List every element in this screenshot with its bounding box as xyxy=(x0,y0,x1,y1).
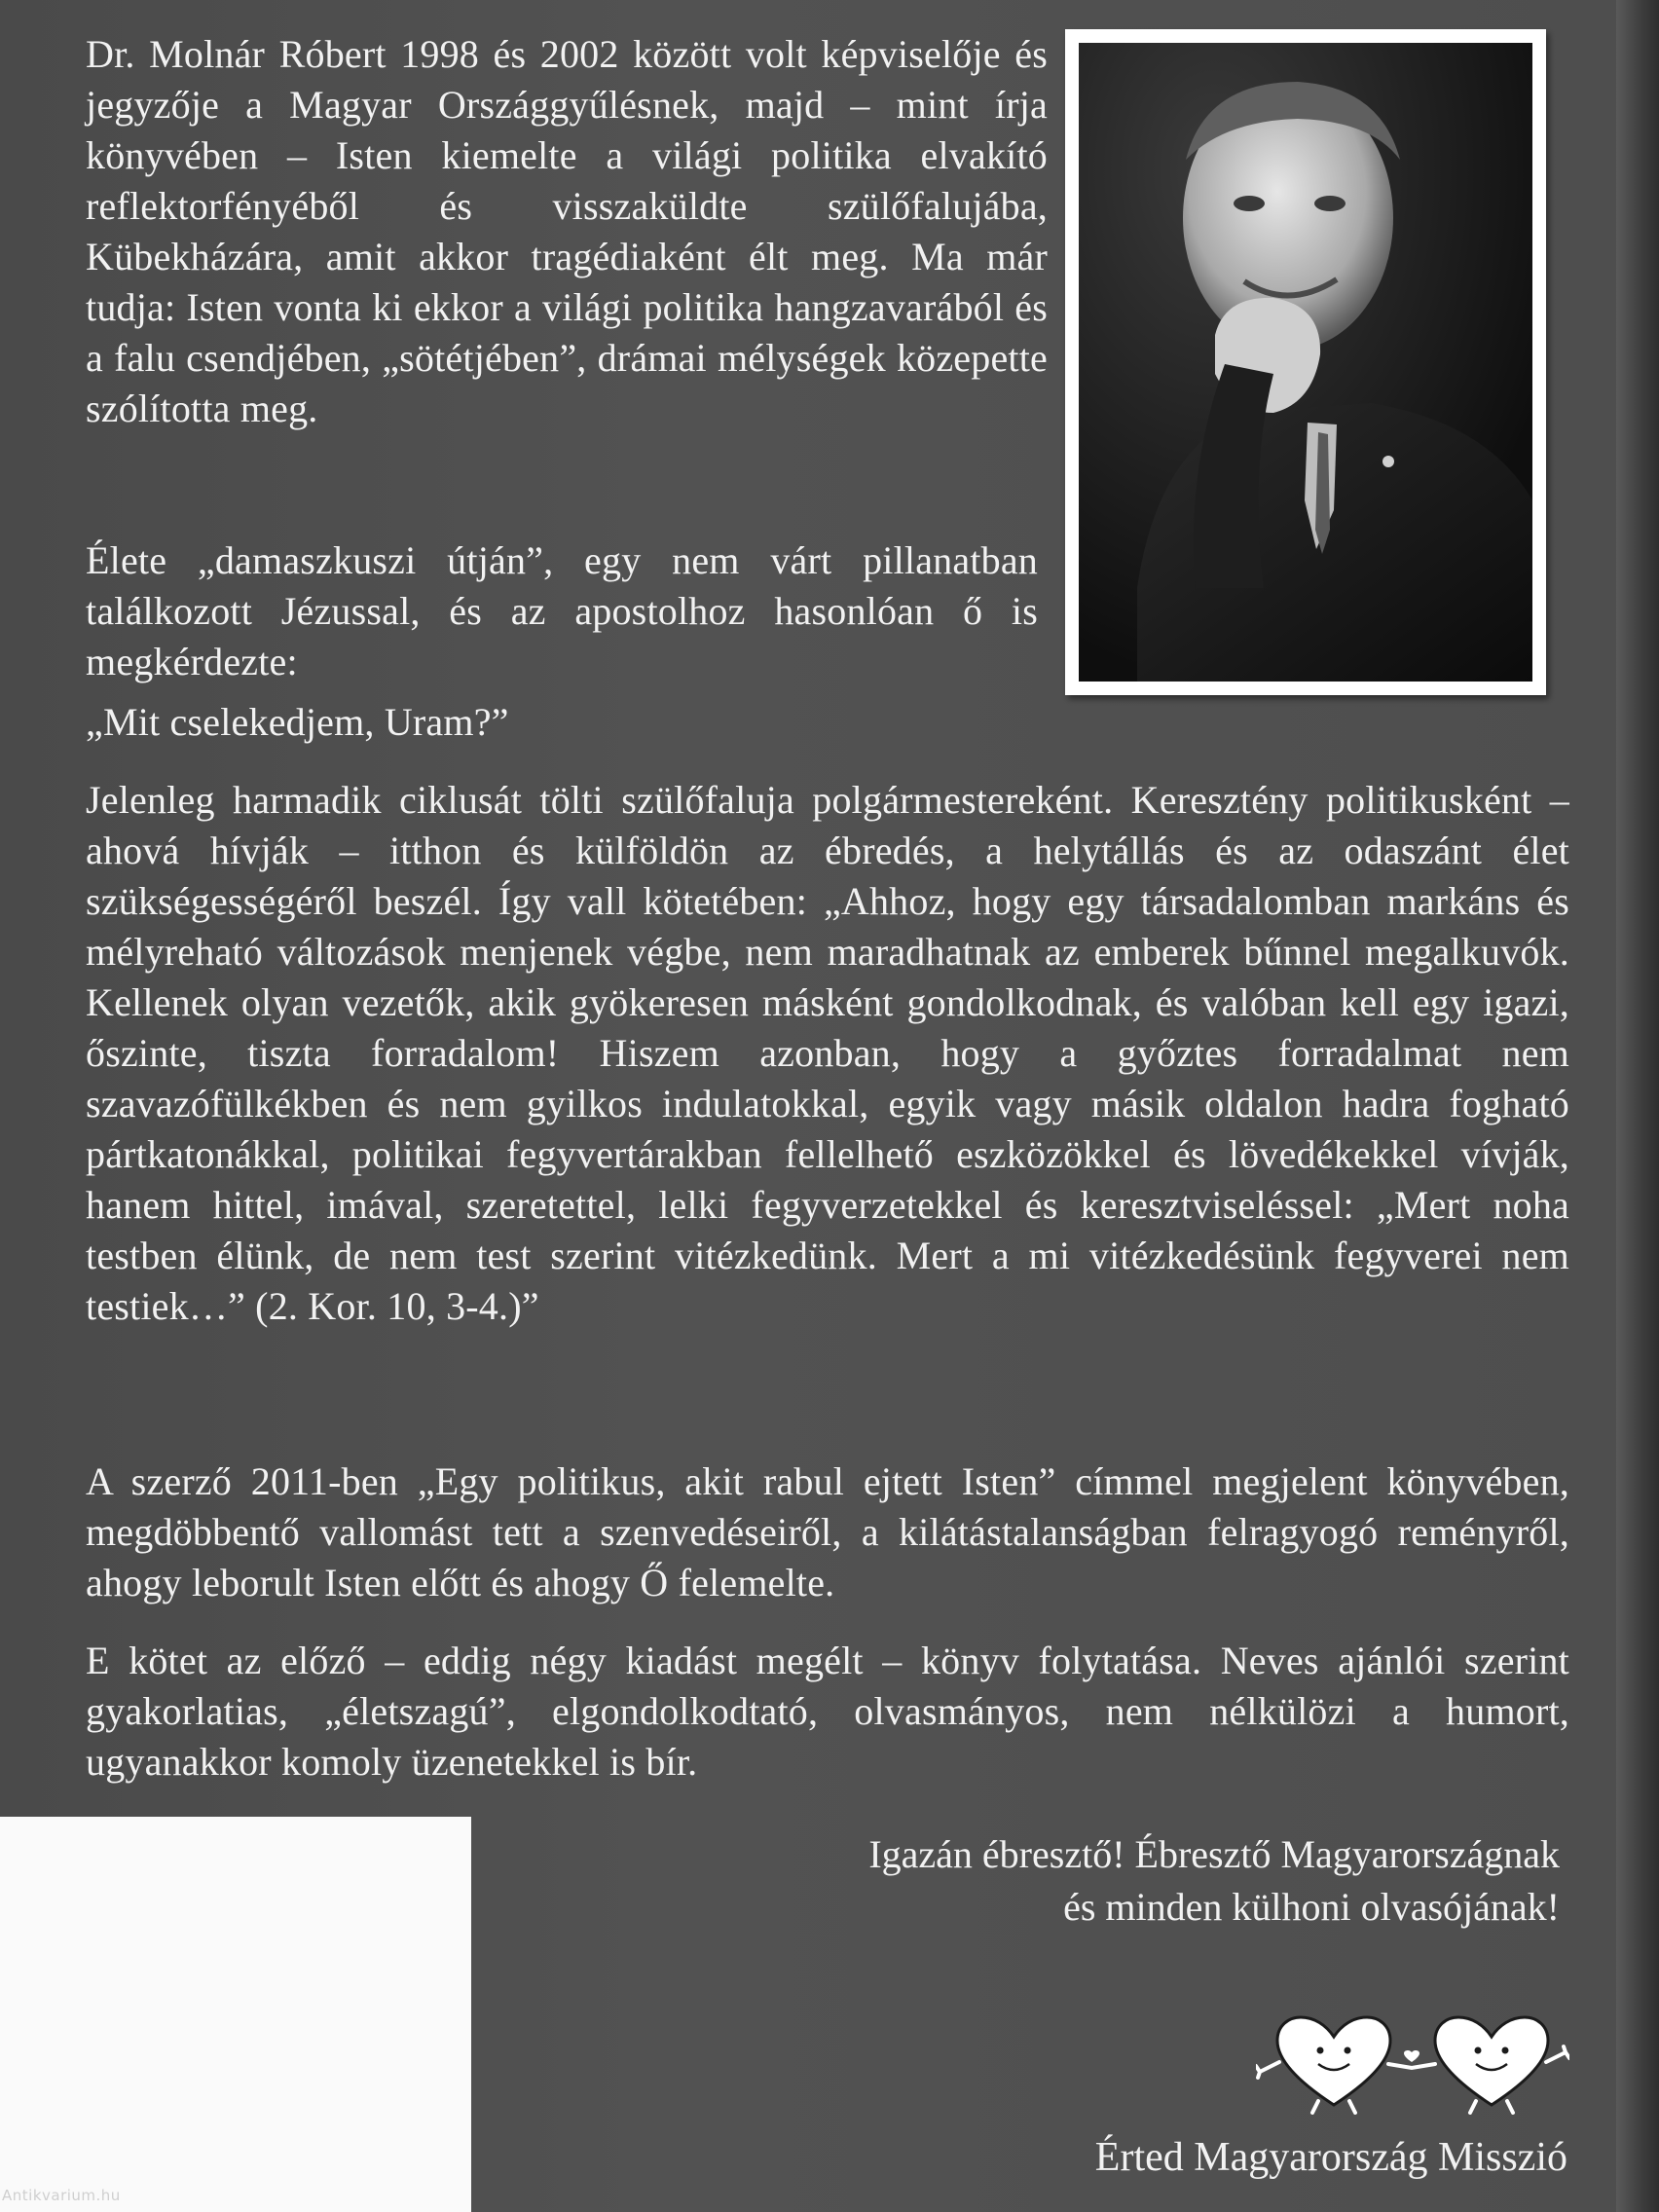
continuation-paragraph: E kötet az előző – eddig négy kiadást megélt – könyv folytatása. Neves ajánlói szerint gyakorlatias, „életszagú”, elgondolkodtató, olvasmányos, nem nélkülözi a humort, ugyanakkor komoly üzenetekkel is bír. xyxy=(86,1639,1569,1784)
author-portrait-icon xyxy=(1079,43,1532,682)
book-edge xyxy=(1616,0,1659,2212)
author-photo xyxy=(1079,43,1532,682)
two-hearts-holding-hands-icon xyxy=(1256,2011,1569,2115)
mayor-paragraph: Jelenleg harmadik ciklusát tölti szülőfaluja polgármestereként. Keresztény politikusként – ahová hívják – itthon és külföldön az ébredés, a helytállás és az odaszánt élet szükségességéről beszél. Így vall kötetében: „Ahhoz, hogy egy társadalomban markáns és mélyreható változások menjenek végbe, nem maradhatnak az emberek bűnnel megalkuvók. Kellenek olyan vezetők, akik gyökeresen másként gondolkodnak, és valóban kell egy igazi, őszinte, tiszta forradalom! Hiszem azonban, hogy a győztes forradalmat nem szavazófülkékben és nem gyilkos indulatokkal, egyik vagy másik oldalon hadra fogható pártkatonákkal, politikai fegyvertárakban fellelhető eszközökkel és lövedékekkel vívják, hanem hittel, imával, szeretettel, lelki fegyverzetekkel és keresztviseléssel: „Mert noha testben élünk, de nem test szerint vitézkedünk. Mert a mi vitézkedésünk fegyverei nem testiek…” (2. Kor. 10, 3-4.)” xyxy=(86,778,1569,1328)
closing-recommendation xyxy=(586,1828,1560,1934)
closing-line-1: Igazán ébresztő! Ébresztő Magyarországnak xyxy=(868,1832,1560,1876)
price-sticker-area xyxy=(0,1817,471,2212)
damascus-paragraph: Élete „damaszkuszi útján”, egy nem várt pillanatban találkozott Jézussal, és az apostolhoz hasonlóan ő is megkérdezte: xyxy=(86,538,1038,683)
watermark: Antikvarium.hu xyxy=(2,2187,121,2204)
publisher-name: Érted Magyarország Misszió xyxy=(1094,2135,1567,2180)
intro-paragraph: Dr. Molnár Róbert 1998 és 2002 között volt képviselője és jegyzője a Magyar Országgyűlésnek, majd – mint írja könyvében – Isten kiemelte a világi politika elvakító reflektorfényéből és visszaküldte szülőfalujába, Kübekházára, amit akkor tragédiaként élt meg. Ma már tudja: Isten vonta ki ekkor a világi politika hangzavarából és a falu csendjében, „sötétjében”, drámai mélységek közepette szólította meg. xyxy=(86,32,1048,430)
previous-book-paragraph: A szerző 2011-ben „Egy politikus, akit rabul ejtett Isten” címmel megjelent könyvében, megdöbbentő vallomást tett a szenvedéseiről, a kilátástalanságban felragyogó reményről, ahogy leborult Isten előtt és ahogy Ő felemelte. xyxy=(86,1459,1569,1604)
closing-line-2: és minden külhoni olvasójának! xyxy=(1063,1885,1560,1929)
author-photo-frame xyxy=(1065,29,1546,695)
question-quote: „Mit cselekedjem, Uram?” xyxy=(86,700,509,744)
